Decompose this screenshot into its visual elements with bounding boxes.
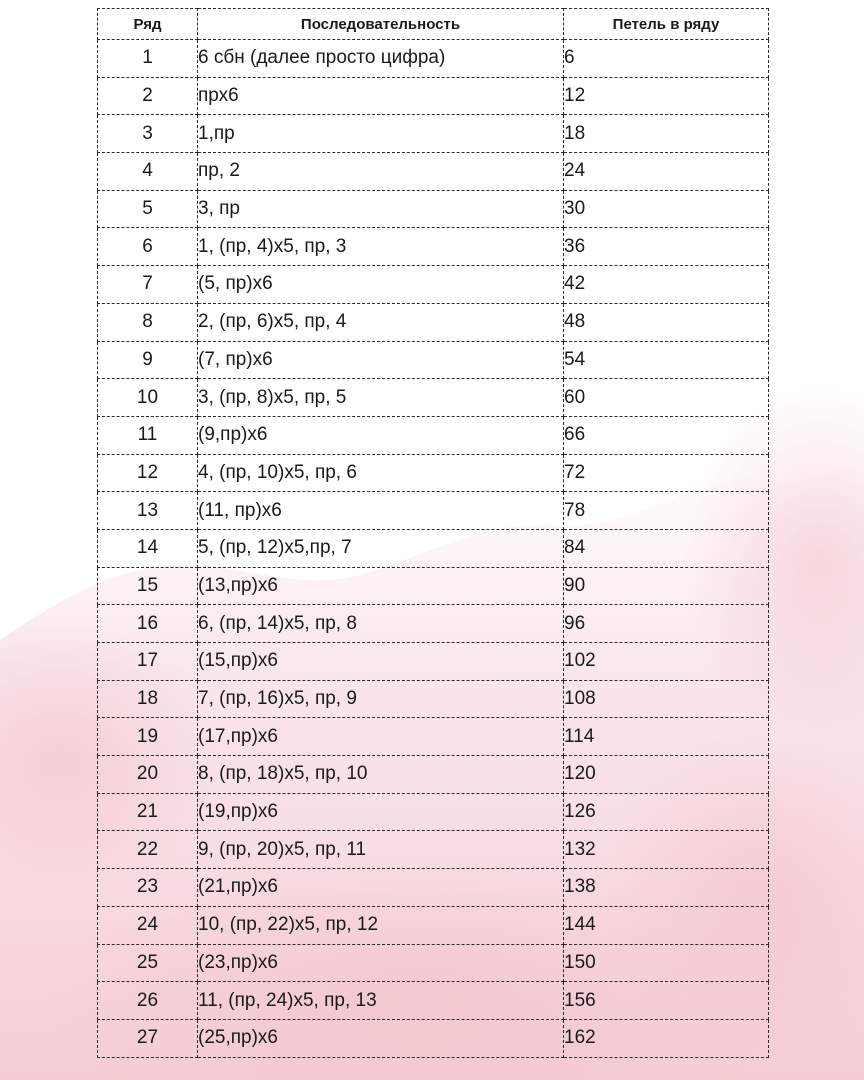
table-row	[98, 190, 769, 228]
sequence-cell: пр, 2	[198, 153, 564, 191]
table-row	[98, 529, 769, 567]
table-row	[98, 115, 769, 153]
sequence-cell: (17,пр)х6	[198, 718, 564, 756]
sequence-cell: (25,пр)х6	[198, 1019, 564, 1057]
row-number-cell: 12	[98, 454, 198, 492]
row-number-cell: 23	[98, 869, 198, 907]
table-row	[98, 341, 769, 379]
row-number-cell: 26	[98, 982, 198, 1020]
sequence-cell: (19,пр)х6	[198, 793, 564, 831]
sequence-cell: 8, (пр, 18)х5, пр, 10	[198, 756, 564, 794]
sequence-cell: 7, (пр, 16)х5, пр, 9	[198, 680, 564, 718]
table-row	[98, 944, 769, 982]
row-number-cell: 4	[98, 153, 198, 191]
stitch-count-cell: 114	[564, 718, 769, 756]
stitch-count-cell: 108	[564, 680, 769, 718]
pattern-sheet	[97, 8, 768, 1058]
table-row	[98, 680, 769, 718]
stitch-count-cell: 42	[564, 266, 769, 304]
sequence-cell: 3, (пр, 8)х5, пр, 5	[198, 379, 564, 417]
row-number-cell: 19	[98, 718, 198, 756]
table-body	[98, 40, 769, 1058]
table-row	[98, 303, 769, 341]
stitch-count-cell: 78	[564, 492, 769, 530]
sequence-cell: (21,пр)х6	[198, 869, 564, 907]
row-number-cell: 1	[98, 40, 198, 78]
table-row	[98, 40, 769, 78]
table-row	[98, 416, 769, 454]
sequence-cell: 1,пр	[198, 115, 564, 153]
table-row	[98, 718, 769, 756]
sequence-cell: 3, пр	[198, 190, 564, 228]
stitch-count-cell: 138	[564, 869, 769, 907]
stitch-count-cell: 126	[564, 793, 769, 831]
table-row	[98, 756, 769, 794]
row-number-cell: 18	[98, 680, 198, 718]
stitch-count-cell: 18	[564, 115, 769, 153]
sequence-cell: 6 сбн (далее просто цифра)	[198, 40, 564, 78]
table-row	[98, 153, 769, 191]
row-number-cell: 27	[98, 1019, 198, 1057]
stitch-count-cell: 156	[564, 982, 769, 1020]
row-number-cell: 3	[98, 115, 198, 153]
table-row	[98, 228, 769, 266]
table-row	[98, 567, 769, 605]
stitch-count-cell: 72	[564, 454, 769, 492]
table-row	[98, 793, 769, 831]
sequence-cell: (7, пр)х6	[198, 341, 564, 379]
table-row	[98, 982, 769, 1020]
stitch-count-cell: 96	[564, 605, 769, 643]
stitch-count-cell: 54	[564, 341, 769, 379]
stitch-count-cell: 12	[564, 77, 769, 115]
header-sequence: Последовательность	[198, 9, 564, 40]
sequence-cell: прх6	[198, 77, 564, 115]
table-row	[98, 1019, 769, 1057]
header-row-number: Ряд	[98, 9, 198, 40]
stitch-count-cell: 150	[564, 944, 769, 982]
row-number-cell: 11	[98, 416, 198, 454]
row-number-cell: 20	[98, 756, 198, 794]
stitch-count-cell: 60	[564, 379, 769, 417]
table-row	[98, 643, 769, 681]
sequence-cell: (5, пр)х6	[198, 266, 564, 304]
stitch-count-cell: 36	[564, 228, 769, 266]
header-stitch-count: Петель в ряду	[564, 9, 769, 40]
table-row	[98, 869, 769, 907]
table-row	[98, 831, 769, 869]
row-number-cell: 2	[98, 77, 198, 115]
sequence-cell: (13,пр)х6	[198, 567, 564, 605]
stitch-count-cell: 30	[564, 190, 769, 228]
row-number-cell: 24	[98, 906, 198, 944]
table-row	[98, 454, 769, 492]
sequence-cell: 6, (пр, 14)х5, пр, 8	[198, 605, 564, 643]
stitch-count-cell: 24	[564, 153, 769, 191]
sequence-cell: (11, пр)х6	[198, 492, 564, 530]
table-row	[98, 605, 769, 643]
table-row	[98, 77, 769, 115]
sequence-cell: 2, (пр, 6)х5, пр, 4	[198, 303, 564, 341]
sequence-cell: 5, (пр, 12)х5,пр, 7	[198, 529, 564, 567]
sequence-cell: 1, (пр, 4)х5, пр, 3	[198, 228, 564, 266]
table-header-row	[98, 9, 769, 40]
row-number-cell: 15	[98, 567, 198, 605]
row-number-cell: 9	[98, 341, 198, 379]
table-row	[98, 492, 769, 530]
stitch-count-cell: 102	[564, 643, 769, 681]
row-number-cell: 22	[98, 831, 198, 869]
table-row	[98, 379, 769, 417]
table-row	[98, 906, 769, 944]
stitch-count-cell: 132	[564, 831, 769, 869]
row-number-cell: 14	[98, 529, 198, 567]
stitch-count-cell: 162	[564, 1019, 769, 1057]
sequence-cell: 4, (пр, 10)х5, пр, 6	[198, 454, 564, 492]
sequence-cell: (23,пр)х6	[198, 944, 564, 982]
stitch-count-cell: 6	[564, 40, 769, 78]
crochet-pattern-table	[97, 8, 769, 1058]
row-number-cell: 6	[98, 228, 198, 266]
sequence-cell: 11, (пр, 24)х5, пр, 13	[198, 982, 564, 1020]
stitch-count-cell: 84	[564, 529, 769, 567]
row-number-cell: 13	[98, 492, 198, 530]
row-number-cell: 10	[98, 379, 198, 417]
row-number-cell: 25	[98, 944, 198, 982]
stitch-count-cell: 48	[564, 303, 769, 341]
row-number-cell: 21	[98, 793, 198, 831]
sequence-cell: 9, (пр, 20)х5, пр, 11	[198, 831, 564, 869]
sequence-cell: (9,пр)х6	[198, 416, 564, 454]
row-number-cell: 7	[98, 266, 198, 304]
row-number-cell: 16	[98, 605, 198, 643]
stitch-count-cell: 120	[564, 756, 769, 794]
stitch-count-cell: 66	[564, 416, 769, 454]
row-number-cell: 8	[98, 303, 198, 341]
table-row	[98, 266, 769, 304]
stitch-count-cell: 90	[564, 567, 769, 605]
stitch-count-cell: 144	[564, 906, 769, 944]
sequence-cell: (15,пр)х6	[198, 643, 564, 681]
sequence-cell: 10, (пр, 22)х5, пр, 12	[198, 906, 564, 944]
row-number-cell: 17	[98, 643, 198, 681]
row-number-cell: 5	[98, 190, 198, 228]
